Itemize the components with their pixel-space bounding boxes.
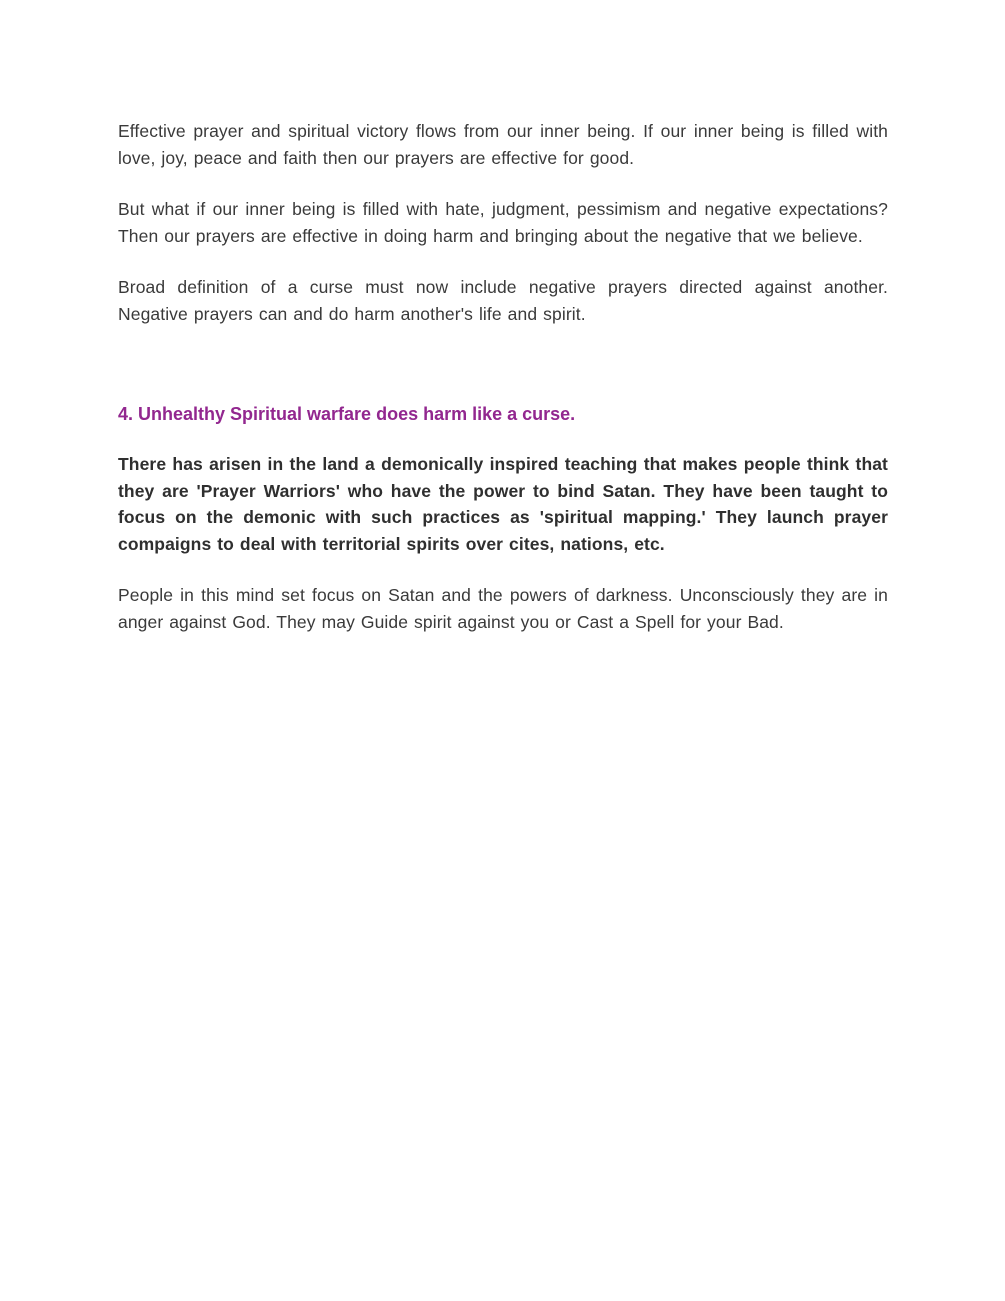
paragraph-broad-definition: Broad definition of a curse must now include negative prayers directed against another. Negative prayers can and do harm another's life and spirit.	[118, 277, 888, 324]
paragraph-but-what-if: But what if our inner being is filled with hate, judgment, pessimism and negative expectations? Then our prayers are effective in doing harm and bringing about the negative that we believe.	[118, 199, 888, 246]
section-heading-unhealthy-spiritual-warfare: 4. Unhealthy Spiritual warfare does harm like a curse.	[118, 404, 576, 424]
paragraph-effective-prayer: Effective prayer and spiritual victory flows from our inner being. If our inner being is filled with love, joy, peace and faith then our prayers are effective for good.	[118, 121, 888, 168]
paragraph-people-in-this-mindset: People in this mind set focus on Satan and the powers of darkness. Unconsciously they are in anger against God. They may Guide spirit against you or Cast a Spell for your Bad.	[118, 585, 888, 632]
paragraph-there-has-arisen: There has arisen in the land a demonically inspired teaching that makes people think that they are 'Prayer Warriors' who have the power to bind Satan. They have been taught to focus on the demonic with such practices as 'spiritual mapping.' They launch prayer compaigns to deal with territorial spirits over cites, nations, etc.	[118, 454, 888, 554]
